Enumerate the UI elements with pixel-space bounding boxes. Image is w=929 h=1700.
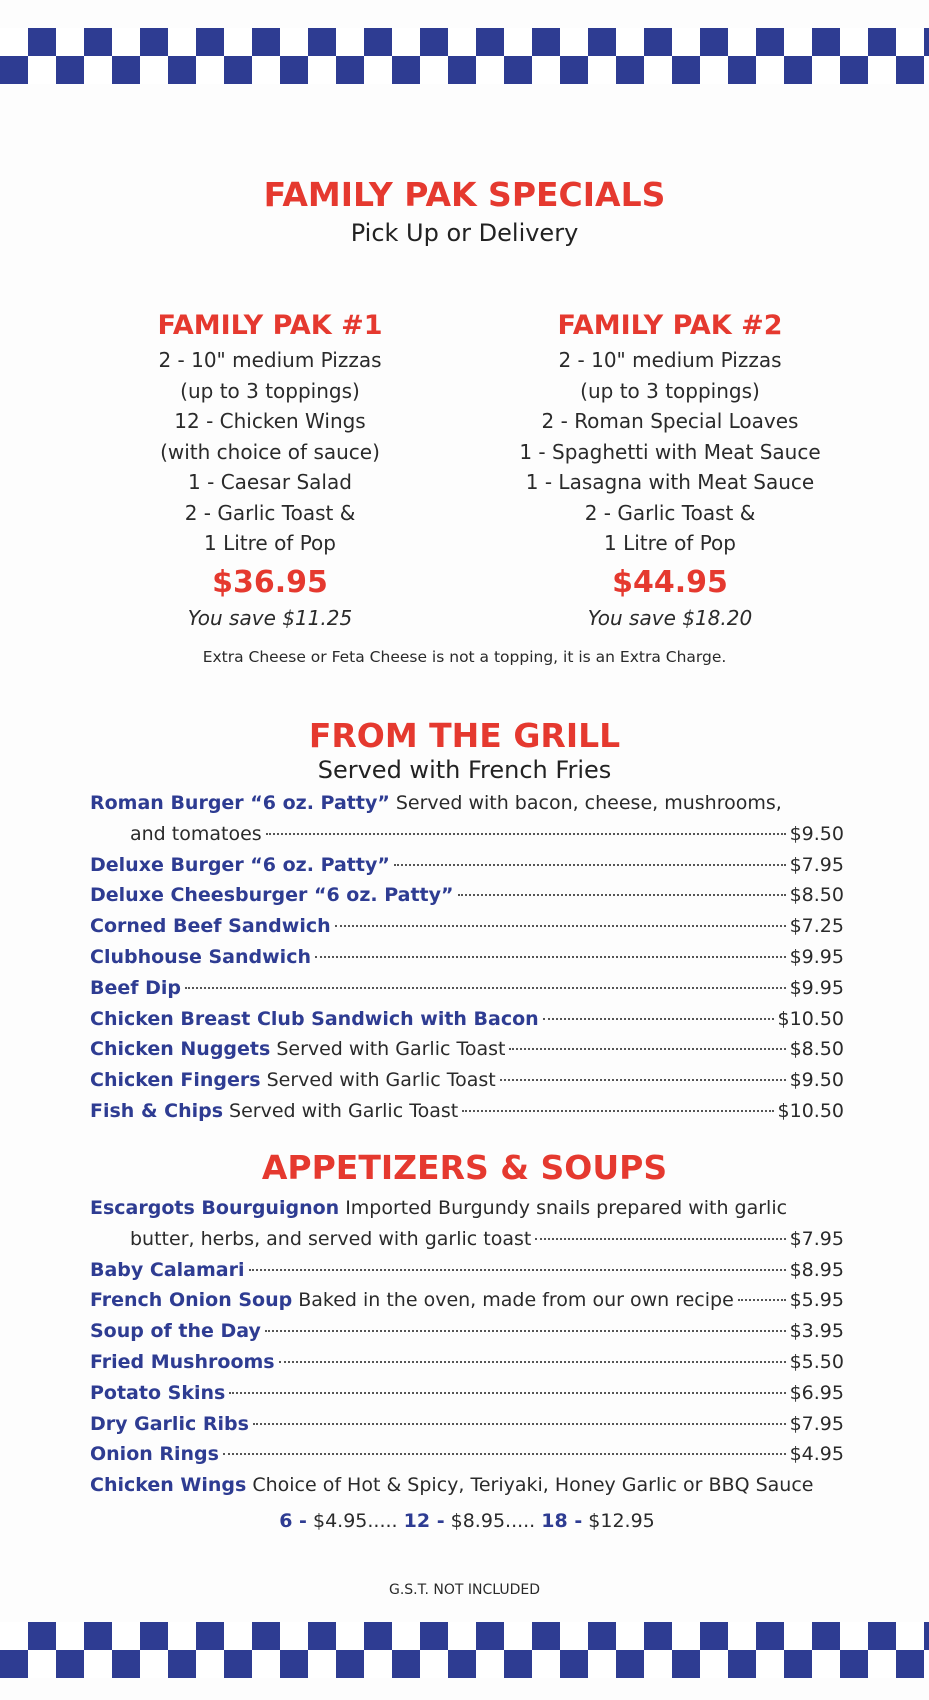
item-name: Deluxe Burger “6 oz. Patty” [90,853,390,876]
gst-note: G.S.T. NOT INCLUDED [388,1582,541,1598]
pak2-line: 2 - Garlic Toast & [584,500,756,525]
menu-item [90,792,844,823]
item-price: $10.50 [777,1007,844,1030]
pak2-line: 2 - Roman Special Loaves [541,409,799,433]
item-price: $9.95 [789,945,844,968]
item-price: $8.50 [789,884,844,907]
menu-item [90,1474,844,1505]
item-price: $3.95 [789,1320,844,1343]
pak1-title: FAMILY PAK #1 [157,310,383,341]
family-pak-1 [70,310,470,630]
checker-border-bottom [0,1622,929,1678]
item-price: $8.95 [789,1258,844,1281]
menu-item [90,1038,844,1069]
wing-qty: 12 - [403,1509,445,1532]
pak1-line: (up to 3 toppings) [180,378,360,403]
dot-leader [462,1110,773,1112]
menu-item [90,1320,844,1351]
item-name: Beef Dip [90,976,182,999]
menu-item [90,1259,844,1290]
item-description: Served with Garlic Toast [266,1069,496,1092]
item-name: French Onion Soup [90,1289,293,1312]
dot-leader [279,1361,786,1363]
item-name: Roman Burger “6 oz. Patty” [90,792,390,814]
dot-leader [266,833,786,835]
item-name: Deluxe Cheesburger “6 oz. Patty” [90,884,454,907]
checker-border-top [0,28,929,84]
item-name: Dry Garlic Ribs [90,1412,249,1435]
item-price: $6.95 [789,1381,844,1404]
wing-price: $4.95..... [306,1509,398,1532]
dot-leader [543,1018,774,1020]
dot-leader [253,1423,786,1425]
family-pak-title: FAMILY PAK SPECIALS [263,175,666,214]
dot-leader [229,1392,785,1394]
menu-item [90,884,844,915]
dot-leader [509,1048,785,1050]
pak1-line: (with choice of sauce) [160,439,380,464]
item-price: $9.50 [789,822,844,845]
wing-qty: 18 - [541,1509,583,1532]
pak2-line: 2 - 10" medium Pizzas [558,348,782,372]
wing-qty: 6 - [279,1509,307,1532]
item-name: Chicken Nuggets [90,1038,271,1061]
dot-leader [458,894,786,896]
pak1-price: $36.95 [212,564,328,600]
dot-leader [500,1079,786,1081]
pak2-line: 1 - Lasagna with Meat Sauce [525,470,815,494]
wing-price: $8.95..... [444,1509,536,1532]
dot-leader [535,1238,785,1240]
appetizers-title: APPETIZERS & SOUPS [261,1148,668,1187]
item-price: $10.50 [777,1099,844,1122]
dot-leader [249,1269,786,1271]
item-price: $7.95 [789,853,844,876]
menu-item [90,1351,844,1382]
menu-item [90,1413,844,1444]
item-description: Choice of Hot & Spicy, Teriyaki, Honey Garlic or BBQ Sauce [252,1474,814,1497]
pak1-line: 1 Litre of Pop [204,531,336,555]
grill-title: FROM THE GRILL [308,716,621,755]
item-description: and tomatoes [130,822,262,845]
menu-item [90,1289,844,1320]
dot-leader [265,1330,786,1332]
item-price: $4.95 [789,1443,844,1466]
pak2-line: (up to 3 toppings) [580,378,760,403]
menu-item [90,1100,844,1131]
item-price: $8.50 [789,1038,844,1061]
wing-prices [90,1505,844,1537]
item-price: $9.95 [789,976,844,999]
menu-item [90,915,844,946]
menu-item [90,854,844,885]
menu-item [90,1382,844,1413]
item-name: Corned Beef Sandwich [90,915,331,938]
item-description: Served with bacon, cheese, mushrooms, [395,792,782,814]
dot-leader [315,956,786,958]
item-price: $9.50 [789,1069,844,1092]
appetizers-menu [90,1197,844,1537]
pak2-line: 1 Litre of Pop [604,531,736,555]
item-name: Baby Calamari [90,1258,245,1281]
item-price: $5.50 [789,1350,844,1373]
menu-item [90,1008,844,1039]
pak2-line: 1 - Spaghetti with Meat Sauce [519,439,821,464]
pak2-price: $44.95 [612,564,728,600]
pak1-line: 1 - Caesar Salad [188,470,352,494]
family-pak-subtitle: Pick Up or Delivery [350,219,579,247]
menu-item-continuation [90,823,844,854]
dot-leader [738,1299,786,1301]
item-name: Chicken Breast Club Sandwich with Bacon [90,1007,539,1030]
item-price: $7.95 [789,1227,844,1250]
item-name: Fried Mushrooms [90,1350,275,1373]
menu-item [90,946,844,977]
pak1-line: 12 - Chicken Wings [174,409,366,433]
item-name: Soup of the Day [90,1320,261,1343]
item-price: $7.25 [789,915,844,938]
item-name: Potato Skins [90,1381,226,1404]
dot-leader [394,864,786,866]
dot-leader [185,987,786,989]
menu-item [90,1197,844,1228]
menu-item [90,1443,844,1474]
grill-menu [90,792,844,1131]
dot-leader [223,1453,786,1455]
menu-item [90,977,844,1008]
item-description: butter, herbs, and served with garlic toast [130,1227,532,1250]
family-pak-2 [470,310,870,630]
wing-price: $12.95 [582,1509,655,1532]
item-description: Served with Garlic Toast [276,1038,506,1061]
pak1-line: 2 - 10" medium Pizzas [158,348,382,372]
item-description: Served with Garlic Toast [229,1099,459,1122]
dot-leader [335,925,786,927]
item-name: Clubhouse Sandwich [90,945,311,968]
item-name: Escargots Bourguignon [90,1197,340,1219]
item-price: $7.95 [789,1412,844,1435]
item-name: Fish & Chips [90,1099,224,1122]
item-name: Onion Rings [90,1443,219,1466]
item-description: Baked in the oven, made from our own recipe [298,1289,734,1312]
extra-cheese-note: Extra Cheese or Feta Cheese is not a topping, it is an Extra Charge. [202,648,727,666]
pak2-savings: You save $18.20 [587,605,753,630]
menu-item-continuation [90,1228,844,1259]
pak2-title: FAMILY PAK #2 [557,310,783,341]
menu-item [90,1069,844,1100]
grill-subtitle: Served with French Fries [317,756,612,784]
item-name: Chicken Fingers [90,1069,261,1092]
pak1-line: 2 - Garlic Toast & [184,500,356,525]
item-price: $5.95 [789,1289,844,1312]
item-name: Chicken Wings [90,1474,247,1497]
item-description: Imported Burgundy snails prepared with garlic [345,1197,788,1219]
pak1-savings: You save $11.25 [187,605,353,630]
